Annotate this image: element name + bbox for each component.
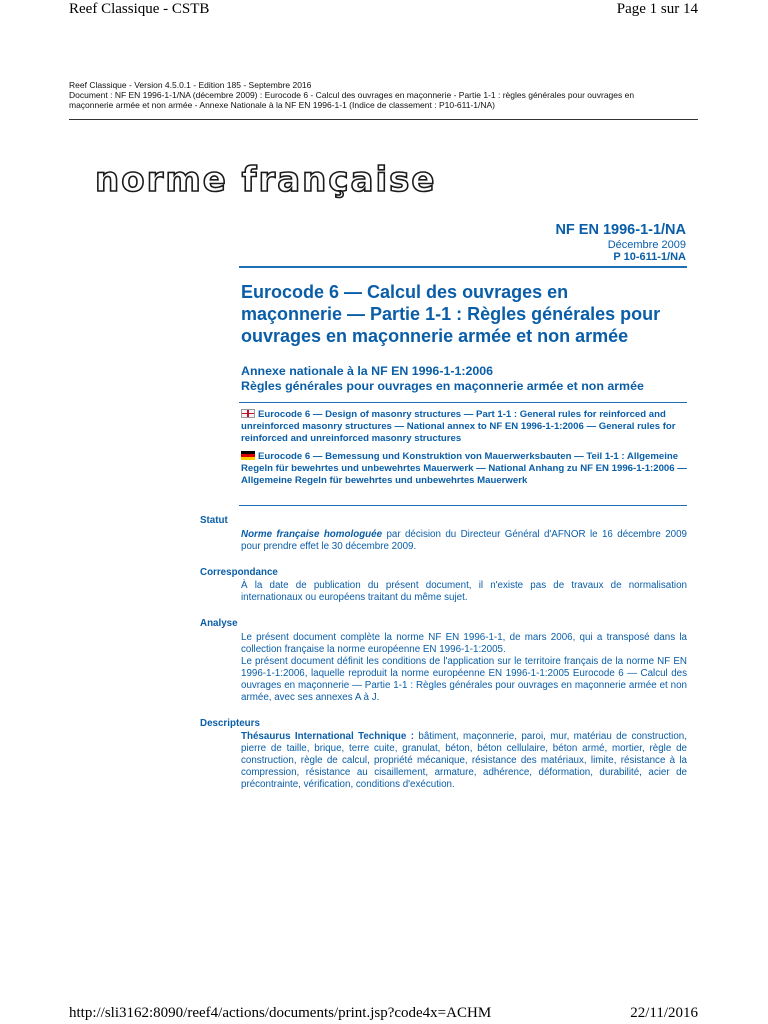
german-flag-icon bbox=[241, 451, 255, 460]
standard-indice: P 10-611-1/NA bbox=[613, 251, 686, 263]
translations-divider bbox=[239, 505, 687, 506]
header-divider bbox=[69, 119, 698, 120]
title-divider-top bbox=[239, 266, 687, 268]
reef-meta-line2: Document : NF EN 1996-1-1/NA (décembre 2009) : Eurocode 6 - Calcul des ouvrages en maçonnerie - Partie 1-1 : règles générales pour ouvrages en bbox=[69, 90, 635, 100]
analyse-text bbox=[241, 632, 687, 704]
english-title-text: Eurocode 6 — Design of masonry structures — Part 1-1 : General rules for reinforced and unreinforced masonry structures — National annex to NF EN 1996-1-1:2006 — General rules for reinforced and unreinforced masonry structures bbox=[241, 409, 676, 444]
correspondance-label: Correspondance bbox=[200, 567, 278, 578]
correspondance-text: À la date de publication du présent document, il n'existe pas de travaux de normalisation internationaux ou européens traitant du même sujet. bbox=[241, 580, 687, 603]
print-footer-date: 22/11/2016 bbox=[630, 1005, 698, 1021]
reef-meta-line3: maçonnerie armée et non armée - Annexe Nationale à la NF EN 1996-1-1 (Indice de classement : P10-611-1/NA) bbox=[69, 100, 496, 110]
reef-metadata bbox=[69, 80, 689, 110]
statut-body: par décision du Directeur Général d'AFNOR le 16 décembre 2009 pour prendre effet le 30 décembre 2009. bbox=[241, 529, 687, 552]
document-title: Eurocode 6 — Calcul des ouvrages en maçonnerie — Partie 1-1 : Règles générales pour ouvrages en maçonnerie armée et non armée bbox=[241, 282, 661, 346]
standard-date: Décembre 2009 bbox=[607, 239, 686, 251]
standard-code: NF EN 1996-1-1/NA bbox=[555, 222, 686, 238]
german-title-text: Eurocode 6 — Bemessung und Konstruktion von Mauerwerksbauten — Teil 1-1 : Allgemeine Regeln für bewehrtes und unbewehrtes Mauerwerk — National Anhang zu NF EN 1996-1-1:2006 — Allgemeine Regeln für bewehrtes und unbewehrtes Mauerwerk bbox=[241, 451, 687, 486]
descripteurs-body: bâtiment, maçonnerie, paroi, mur, matériau de construction, pierre de taille, brique, terre cuite, granulat, béton, béton cellulaire, béton armé, mortier, règle de construction, règle de calcul, propriété mécanique, résistance des matériaux, limite, résistance à la compression, résistance au cisaillement, armature, adhérence, déformation, durabilité, acier de précontrainte, vérification, conditions d'exécution. bbox=[241, 731, 687, 790]
analyse-para1: Le présent document complète la norme NF EN 1996-1-1, de mars 2006, qui a transposé dans la collection française la norme européenne EN 1996-1-1:2005. bbox=[241, 632, 687, 655]
statut-emphasis: Norme française homologuée bbox=[241, 529, 383, 540]
reef-meta-line1: Reef Classique - Version 4.5.0.1 - Edition 185 - Septembre 2016 bbox=[69, 80, 312, 90]
statut-text bbox=[241, 529, 687, 553]
print-header-page: Page 1 sur 14 bbox=[616, 1, 698, 17]
subtitle-line1: Annexe nationale à la NF EN 1996-1-1:2006 bbox=[241, 364, 494, 378]
print-header-title: Reef Classique - CSTB bbox=[69, 1, 210, 17]
uk-flag-icon bbox=[241, 409, 255, 418]
title-divider-bottom bbox=[239, 402, 687, 403]
english-title bbox=[241, 409, 687, 445]
descripteurs-label: Descripteurs bbox=[200, 718, 260, 729]
descripteurs-emphasis: Thésaurus International Technique : bbox=[241, 731, 414, 742]
statut-label: Statut bbox=[200, 515, 228, 526]
norme-francaise-logo: norme française bbox=[95, 160, 437, 200]
analyse-para2: Le présent document définit les conditions de l'application sur le territoire français de la norme NF EN 1996-1-1:2006, laquelle reproduit la norme européenne EN 1996-1-1:2005 Eurocode 6 — Calcul des ouvrages en maçonnerie — Partie 1-1 : Règles générales pour ouvrages en maçonnerie armée et non armée, avec ses annexes A à J. bbox=[241, 656, 687, 703]
print-footer-url: http://sli3162:8090/reef4/actions/documents/print.jsp?code4x=ACHM bbox=[69, 1005, 492, 1021]
german-title bbox=[241, 451, 687, 487]
descripteurs-text bbox=[241, 731, 687, 791]
document-subtitle bbox=[241, 364, 691, 394]
analyse-label: Analyse bbox=[200, 618, 238, 629]
subtitle-line2: Règles générales pour ouvrages en maçonnerie armée et non armée bbox=[241, 379, 644, 393]
